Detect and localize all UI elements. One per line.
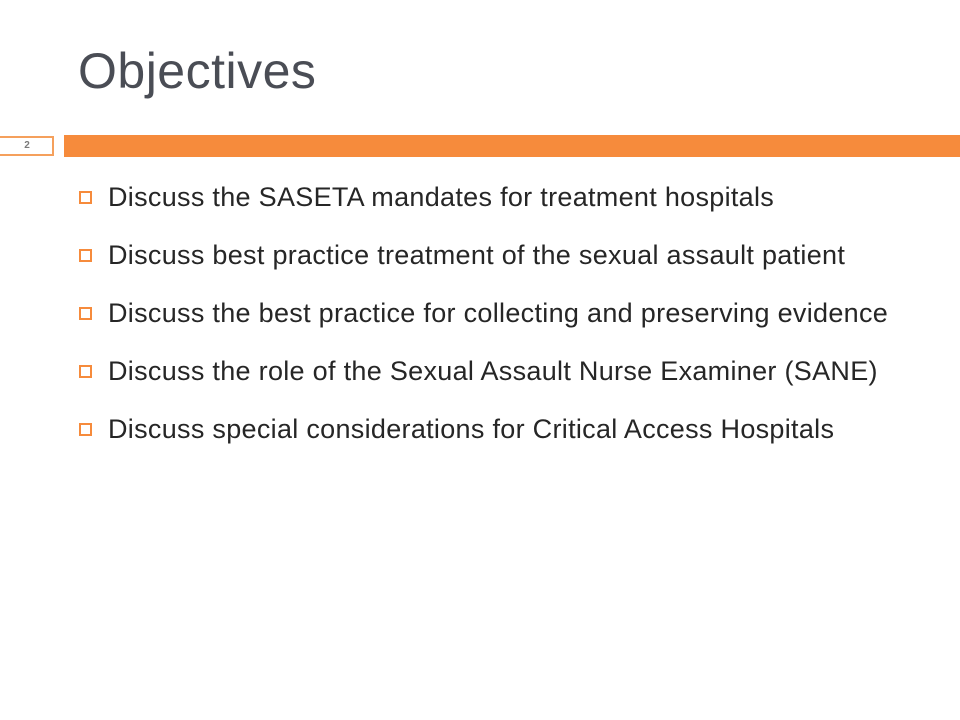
list-item — [76, 410, 936, 448]
square-bullet-icon — [79, 249, 92, 262]
square-bullet-icon — [79, 191, 92, 204]
slide-number: 2 — [24, 140, 30, 151]
list-item — [76, 294, 936, 332]
square-bullet-icon — [79, 365, 92, 378]
bullet-text: Discuss the SASETA mandates for treatment hospitals — [108, 182, 775, 212]
list-item — [76, 352, 936, 390]
slide-title: Objectives — [78, 43, 317, 99]
bullet-text: Discuss the role of the Sexual Assault Nurse Examiner (SANE) — [108, 356, 878, 386]
bullet-text: Discuss the best practice for collecting and preserving evidence — [108, 298, 889, 328]
list-item — [76, 236, 936, 274]
bullet-text: Discuss special considerations for Critical Access Hospitals — [108, 414, 835, 444]
square-bullet-icon — [79, 423, 92, 436]
square-bullet-icon — [79, 307, 92, 320]
objectives-list — [76, 178, 936, 468]
bullet-text: Discuss best practice treatment of the sexual assault patient — [108, 240, 846, 270]
title-accent-bar — [64, 135, 960, 157]
list-item — [76, 178, 936, 216]
